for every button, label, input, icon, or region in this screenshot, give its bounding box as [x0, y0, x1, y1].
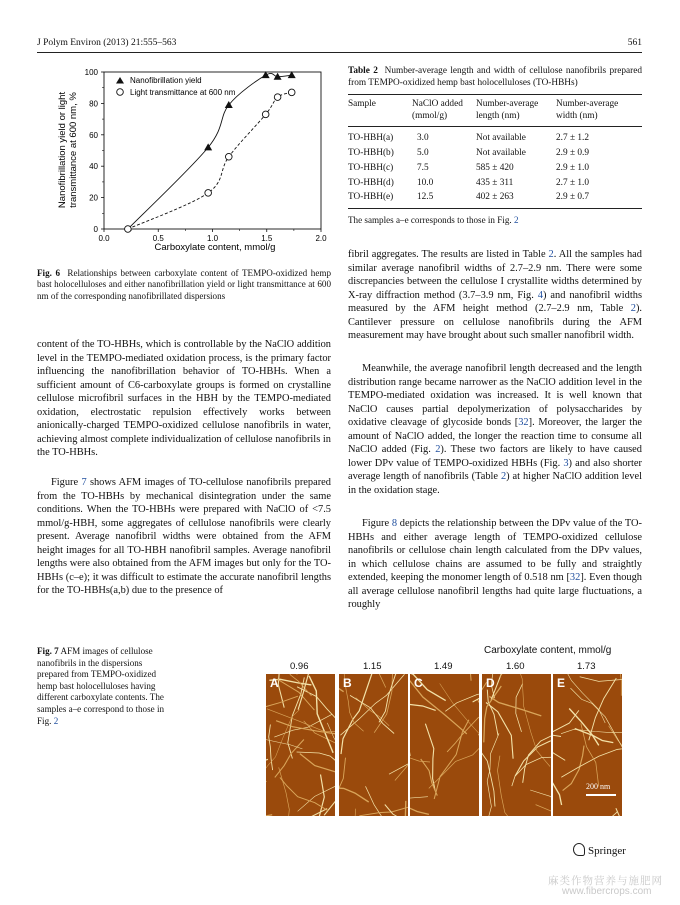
text-run: ) at higher NaClO addition level in the oxidation stage. — [348, 471, 642, 496]
citation-link[interactable]: 32 — [569, 572, 581, 584]
carboxylate-value-label: 1.15 — [363, 661, 382, 672]
table-reference-link[interactable]: 2 — [630, 303, 636, 315]
text-run: ]. Even though all average cellulose nanofibril lengths had quite large fluctuations, a roughly — [348, 572, 642, 611]
col-header-width — [556, 99, 642, 122]
header-line: length (nm) — [476, 110, 520, 121]
header-line: NaClO added — [412, 99, 463, 110]
cell-width: 2.9 ± 0.7 — [556, 192, 589, 203]
running-header: J Polym Environ (2013) 21:555–563 — [37, 38, 177, 48]
y-tick-label: 100 — [84, 68, 98, 77]
fig6-caption — [37, 268, 331, 302]
table2 — [348, 66, 642, 227]
cell-width: 2.7 ± 1.0 — [556, 177, 589, 188]
fig7-axis-title: Carboxylate content, mmol/g — [484, 645, 612, 656]
table2-label: Table 2 — [348, 66, 378, 76]
text-run: shows AFM images of TO-cellulose nanofibrils prepared from the TO-HBHs by mechanical disintegration under the same conditions. When the TO-HBHs were prepared with NaClO of <7.5 mmol/g-HBH, some aggregates of cellulose nanofibrils were clearly present. Average nanofibril widths were obtained from the AFM height images for all TO-HBH nanofibril samples. Average nanofibril lengths were also obtained from the AFM images but only for the TO-HBHs (c–e); it was difficult to estimate the accurate nanofibril lengths for the TO-HBHs(a,b) due to the presence of — [37, 477, 331, 597]
fig6-y-axis-label-2: transmittance at 600 nm, % — [68, 92, 79, 208]
panel-letter: E — [557, 676, 566, 690]
text-run: ) and nanofibril widths measured by the AFM height method (2.7–2.9 nm, Table — [348, 289, 642, 315]
cell-naclo: 5.0 — [417, 147, 429, 158]
cell-width: 2.7 ± 1.2 — [556, 133, 589, 144]
cell-sample: TO-HBH(d) — [348, 177, 394, 188]
header-line: (mmol/g) — [412, 110, 448, 121]
page-number: 561 — [627, 38, 642, 48]
figure-reference-link[interactable]: 2 — [435, 444, 441, 456]
text-run: . All the samples had similar average nanofibril widths of 2.7–2.9 nm. There were some discrepancies between the cellulose I crystallite widths determined by X-ray diffraction method (3.7–3.9 nm, Fig. — [348, 249, 642, 301]
text-run: ). Cantilever pressure on cellulose nanofibrils during the AFM measurement may have brought about such smaller nanofibril width. — [348, 303, 642, 342]
legend-entry-yield: Nanofibrillation yield — [130, 76, 202, 85]
text-run: ]. Moreover, the larger the amount of NaClO added, the longer the reaction time to consume all NaClO added (Fig. — [348, 417, 642, 456]
x-tick-label: 1.5 — [261, 234, 273, 243]
afm-panel-b — [339, 674, 408, 816]
figure-reference-link[interactable]: 2 — [513, 215, 519, 226]
col-header-naclo — [412, 99, 476, 122]
table2-bottom-rule — [348, 208, 642, 209]
afm-background — [339, 674, 408, 816]
header-line: width (nm) — [556, 110, 598, 121]
col-header-length — [476, 99, 556, 122]
afm-panel-a — [266, 674, 335, 816]
fig7-caption-label: Fig. 7 — [37, 646, 59, 656]
afm-panel-e — [553, 674, 622, 816]
table-row — [348, 176, 642, 191]
cell-length: 435 ± 311 — [476, 177, 514, 188]
table2-body — [348, 131, 642, 205]
figure-reference-link[interactable]: 2 — [53, 715, 59, 726]
x-tick-label: 1.0 — [206, 234, 219, 243]
springer-horse-icon — [573, 843, 585, 856]
transmittance-point — [225, 153, 232, 160]
transmittance-point — [274, 94, 281, 101]
x-tick-label: 0.0 — [98, 234, 110, 243]
afm-background — [410, 674, 479, 816]
carboxylate-value-label: 1.49 — [434, 661, 453, 672]
panel-letter: C — [414, 676, 423, 690]
cell-length: Not available — [476, 133, 526, 144]
cell-naclo: 12.5 — [417, 192, 434, 203]
fig7-caption — [37, 646, 165, 727]
carboxylate-value-label: 0.96 — [290, 661, 309, 672]
x-tick-label: 0.5 — [152, 234, 164, 243]
cell-naclo: 10.0 — [417, 177, 434, 188]
table2-header-rule — [348, 126, 642, 127]
table-row — [348, 190, 642, 205]
y-tick-label: 60 — [89, 130, 98, 140]
cell-naclo: 7.5 — [417, 162, 429, 173]
panel-letter: D — [486, 676, 495, 690]
panel-letter: A — [270, 676, 279, 690]
cell-sample: TO-HBH(a) — [348, 133, 394, 144]
legend-triangle-marker — [116, 77, 124, 84]
cell-width: 2.9 ± 0.9 — [556, 147, 589, 158]
text-run: The samples a–e corresponds to those in Fig. — [348, 215, 514, 226]
afm-image — [266, 674, 335, 816]
col-header-sample: Sample — [348, 99, 376, 110]
legend-entry-transmittance: Light transmittance at 600 nm — [130, 88, 236, 97]
cell-sample: TO-HBH(c) — [348, 162, 394, 173]
right-paragraph-1 — [348, 248, 642, 343]
table2-footnote — [348, 215, 642, 226]
table2-caption — [348, 66, 642, 89]
panel-letter: B — [343, 676, 352, 690]
cell-sample: TO-HBH(e) — [348, 192, 394, 203]
figure-reference-link[interactable]: 7 — [81, 477, 87, 488]
text-run: Figure — [362, 518, 392, 529]
text-run: depicts the relationship between the DPv value of the TO-HBHs and either average length of TEMPO-oxidized cellulose nanofibrils or cellulose chain length calculated from the DPv values, in which cellulose chains are assumed to be fully and straightly extended, keeping the monomer length of 0.518 nm [ — [348, 518, 643, 584]
fig6-legend — [116, 76, 236, 97]
carboxylate-value-label: 1.60 — [506, 661, 525, 672]
afm-image — [410, 674, 479, 816]
transmittance-point — [205, 190, 212, 197]
fig7-caption-text: AFM images of cellulose nanofibrils in the dispersions prepared from TEMPO-oxidized hemp bast holocelluloses having different carboxylate contents. The samples a–e correspond to those in Fig. — [37, 646, 165, 726]
publisher-name: Springer — [588, 845, 626, 857]
figure-reference-link[interactable]: 3 — [563, 457, 569, 469]
scale-bar-label: 200 nm — [586, 782, 611, 791]
afm-image — [482, 674, 551, 816]
text-run: ). These two factors are likely to have caused lower DPv value of TEMPO-oxidized HBHs (Fig. — [348, 444, 642, 469]
left-paragraph-1: content of the TO-HBHs, which is controllable by the NaClO addition level in the TEMPO-mediated oxidation process, is the primary factor influencing the nanofibrillation behavior of TO-HBHs. When a sufficient amount of C6-carboxylate groups is formed on crystalline cellulose microfibril surfaces in the HBH by the TEMPO-mediated oxidation, electrostatic repulsion effectively works between anionically-charged TEMPO-oxidized cellulose nanofibrils in water, achieving almost complete individualization of cellulose nanofibrils in the TO-HBHs. — [37, 339, 331, 459]
table-reference-link[interactable]: 2 — [548, 249, 554, 260]
table2-top-rule — [348, 94, 642, 95]
right-paragraph-3 — [348, 517, 642, 612]
transmittance-point — [288, 89, 295, 96]
table-row — [348, 131, 642, 146]
cell-length: 585 ± 420 — [476, 162, 514, 173]
cell-length: Not available — [476, 147, 526, 158]
text-run: fibril aggregates. The results are listed in Table — [348, 249, 549, 260]
fig6-y-axis-label-1: Nanofibrillation yield or light — [57, 91, 68, 209]
y-tick-label: 0 — [93, 225, 98, 234]
citation-link[interactable]: 32 — [518, 417, 529, 429]
afm-image — [339, 674, 408, 816]
header-rule — [37, 52, 642, 53]
table-row — [348, 161, 642, 176]
table2-header — [348, 99, 642, 122]
table-row — [348, 146, 642, 161]
carboxylate-value-label: 1.73 — [577, 661, 596, 672]
afm-panel-d — [482, 674, 551, 816]
watermark-chinese: 麻类作物营养与施肥网 — [548, 875, 663, 887]
transmittance-point — [125, 226, 132, 233]
cell-width: 2.9 ± 1.0 — [556, 162, 589, 173]
y-tick-label: 80 — [89, 99, 98, 109]
right-paragraph-2 — [348, 362, 642, 497]
text-run: Figure — [51, 477, 82, 488]
cell-sample: TO-HBH(b) — [348, 147, 394, 158]
scale-bar — [586, 794, 616, 796]
fig6-chart — [55, 62, 335, 262]
table2-caption-text: Number-average length and width of cellulose nanofibrils prepared from TEMPO-oxidized hemp bast holocelluloses (TO-HBHs) — [348, 66, 642, 88]
table-reference-link[interactable]: 2 — [500, 471, 507, 483]
fig6-x-axis-label: Carboxylate content, mmol/g — [154, 242, 276, 253]
cell-length: 402 ± 263 — [476, 192, 514, 203]
transmittance-point — [262, 111, 269, 118]
legend-circle-marker — [117, 89, 124, 96]
header-line: Number-average — [476, 99, 539, 110]
watermark-url: www.fibercrops.com — [562, 886, 652, 897]
figure-reference-link[interactable]: 4 — [537, 289, 543, 301]
cell-naclo: 3.0 — [417, 133, 429, 144]
y-tick-label: 20 — [89, 193, 98, 203]
fig6-caption-label: Fig. 6 — [37, 268, 61, 278]
springer-logo — [573, 843, 626, 857]
figure-reference-link[interactable]: 8 — [391, 518, 398, 529]
y-tick-label: 40 — [89, 162, 98, 172]
text-run: Meanwhile, the average nanofibril length decreased and the length distribution range became narrower as the NaClO addition level in the TEMPO-mediated oxidation was increased. It is well known that NaClO causes partial depolymerization of polysaccharides by oxidative cleavage of glycoside bonds [ — [348, 363, 642, 429]
fig6-caption-text: Relationships between carboxylate content of TEMPO-oxidized hemp bast holocelluloses and either nanofibrillation yield or light transmittance at 600 nm of the corresponding nanofibrillated dispersions — [37, 268, 332, 301]
x-tick-label: 2.0 — [315, 234, 327, 243]
afm-panel-c — [410, 674, 479, 816]
left-paragraph-2 — [37, 476, 331, 598]
text-run: ) and also shorter average length of nanofibrils (Table — [348, 457, 642, 483]
header-line: Number-average — [556, 99, 619, 110]
